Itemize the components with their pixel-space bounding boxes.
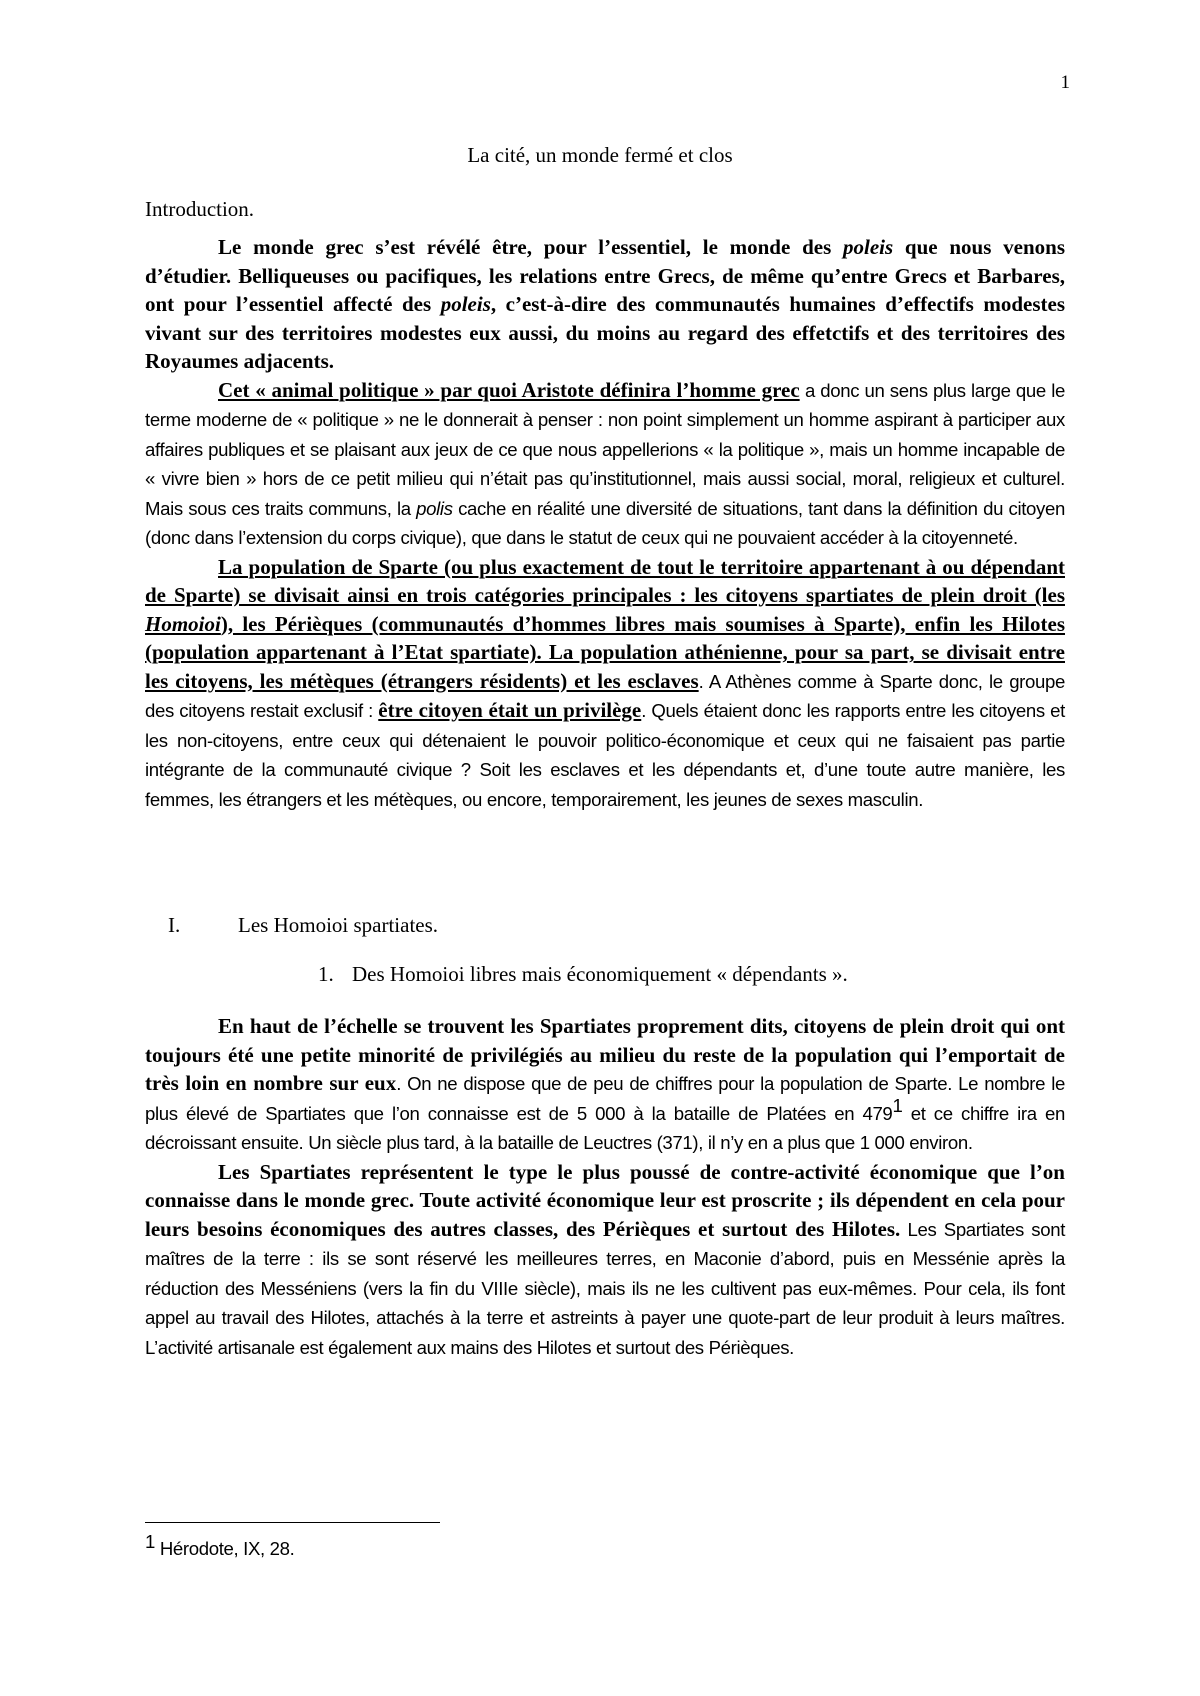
p2-text-a: a donc un sens plus large que le terme moderne de « politique » ne le donnerait à penser : non point simplement un homme aspirant à participer aux affaires publiques et se plaisant aux jeux de ce que nous appellerions « la politique », mais un homme incapable de « vivre bien » hors de ce petit milieu qui n’était pas qu’institutionnel, mais aussi social, moral, religieux et culturel. Mais sous ces traits communs, la	[145, 379, 1065, 519]
p2-emphasis: Cet « animal politique » par quoi Aristote définira l’homme grec	[218, 377, 800, 402]
p3-homoioi-term: Homoioi	[145, 611, 221, 636]
footnote-number: 1	[145, 1531, 155, 1552]
p4-text-a: . On ne dispose que de peu de chiffres pour la population de Sparte. Le nombre le plus élevé de Spartiates que l’on connaisse est de 5 000 à la bataille de Platées en 479	[145, 1073, 1065, 1124]
p3-privilege-emphasis: être citoyen était un privilège	[378, 698, 642, 722]
p2-polis-term: polis	[416, 497, 453, 519]
intro-heading-block	[145, 197, 1065, 222]
page-title: La cité, un monde fermé et clos	[467, 143, 733, 167]
p3-emphasis-b: ), les Périèques (communautés d’hommes libres mais soumises à Sparte), enfin les Hilotes (population appartenant à l’Etat spartiate). La population athénienne, pour sa part, se divisait entre les citoyens, les métèques (étrangers résidents) et les esclaves	[145, 611, 1065, 693]
footnote-1	[145, 1531, 295, 1560]
intro-body	[145, 233, 1065, 814]
paragraph-2	[145, 376, 1065, 553]
subsection-1-number: 1.	[318, 962, 334, 986]
p4-emphasis: En haut de l’échelle se trouvent les Spartiates proprement dits, citoyens de plein droit qui ont toujours été une petite minorité de privilégiés au milieu du reste de la population qui l’emportait de très loin en nombre sur eux	[145, 1014, 1065, 1095]
footnote-separator	[145, 1522, 440, 1523]
subsection-1-title: Des Homoioi libres mais économiquement « dépendants ».	[352, 962, 848, 986]
p3-emphasis-a: La population de Sparte (ou plus exactement de tout le territoire appartenant à ou dépendant de Sparte) se divisait ainsi en trois catégories principales : les citoyens spartiates de plein droit (les	[145, 554, 1065, 607]
section-1-numeral: I.	[168, 913, 181, 937]
footnote-text: Hérodote, IX, 28.	[155, 1538, 295, 1559]
paragraph-3	[145, 553, 1065, 815]
p3-text-d: . Quels étaient donc les rapports entre les citoyens et les non-citoyens, entre ceux qui détenaient le pouvoir politico-économique et ceux qui ne faisaient pas partie intégrante de la communauté civique ? Soit les esclaves et les dépendants et, d’une toute autre manière, les femmes, les étrangers et les métèques, ou encore, temporairement, les jeunes de sexes masculin.	[145, 700, 1065, 810]
paragraph-4	[145, 1012, 1065, 1158]
p1-text-c: , c’est-à-dire des communautés humaines d’effectifs modestes vivant sur des territoires modestes eux aussi, du moins au regard des effetctifs et des territoires des Royaumes adjacents.	[145, 292, 1066, 373]
page-number: 1	[1060, 72, 1070, 93]
p5-emphasis: Les Spartiates représentent le type le plus poussé de contre-activité économique que l’on connaisse dans le monde grec. Toute activité économique leur est proscrite ; ils dépendent en cela pour leurs besoins économiques des autres classes, des Périèques et surtout des Hilotes.	[145, 1159, 1065, 1241]
p4-text-b: et ce chiffre ira en décroissant ensuite. Un siècle plus tard, à la bataille de Leuctres (371), il n’y en a plus que 1 000 environ.	[145, 1102, 1065, 1153]
paragraph-1	[145, 233, 1065, 376]
section-1-body	[145, 1012, 1065, 1362]
p1-poleis-term-2: poleis	[440, 292, 491, 316]
paragraph-5	[145, 1158, 1065, 1363]
intro-heading: Introduction.	[145, 197, 255, 221]
p2-text-b: cache en réalité une diversité de situations, tant dans la définition du citoyen (donc dans l’extension du corps civique), que dans le statut de ceux qui ne pouvaient accéder à la citoyenneté.	[145, 497, 1065, 548]
footnote-ref-1[interactable]: 1	[892, 1094, 903, 1116]
p1-poleis-term: poleis	[843, 235, 894, 259]
p3-text-c: . A Athènes comme à Sparte donc, le groupe des citoyens restait exclusif :	[145, 670, 1065, 721]
section-1-title: Les Homoioi spartiates.	[238, 913, 439, 937]
p1-text-a: Le monde grec s’est révélé être, pour l’essentiel, le monde des	[218, 235, 843, 259]
p5-text-a: Les Spartiates sont maîtres de la terre : ils se sont réservé les meilleures terres, en Maconie d’abord, puis en Messénie après la réduction des Messéniens (vers la fin du VIIIe siècle), mais ils ne les cultivent pas eux-mêmes. Pour cela, ils font appel au travail des Hilotes, attachés à la terre et astreints à payer une quote-part de leur produit à leurs maîtres. L’activité artisanale est également aux mains des Hilotes et surtout des Périèques.	[145, 1218, 1066, 1358]
p1-text-b: que nous venons d’étudier. Belliqueuses ou pacifiques, les relations entre Grecs, de même qu’entre Grecs et Barbares, ont pour l’essentiel affecté des	[145, 235, 1065, 316]
